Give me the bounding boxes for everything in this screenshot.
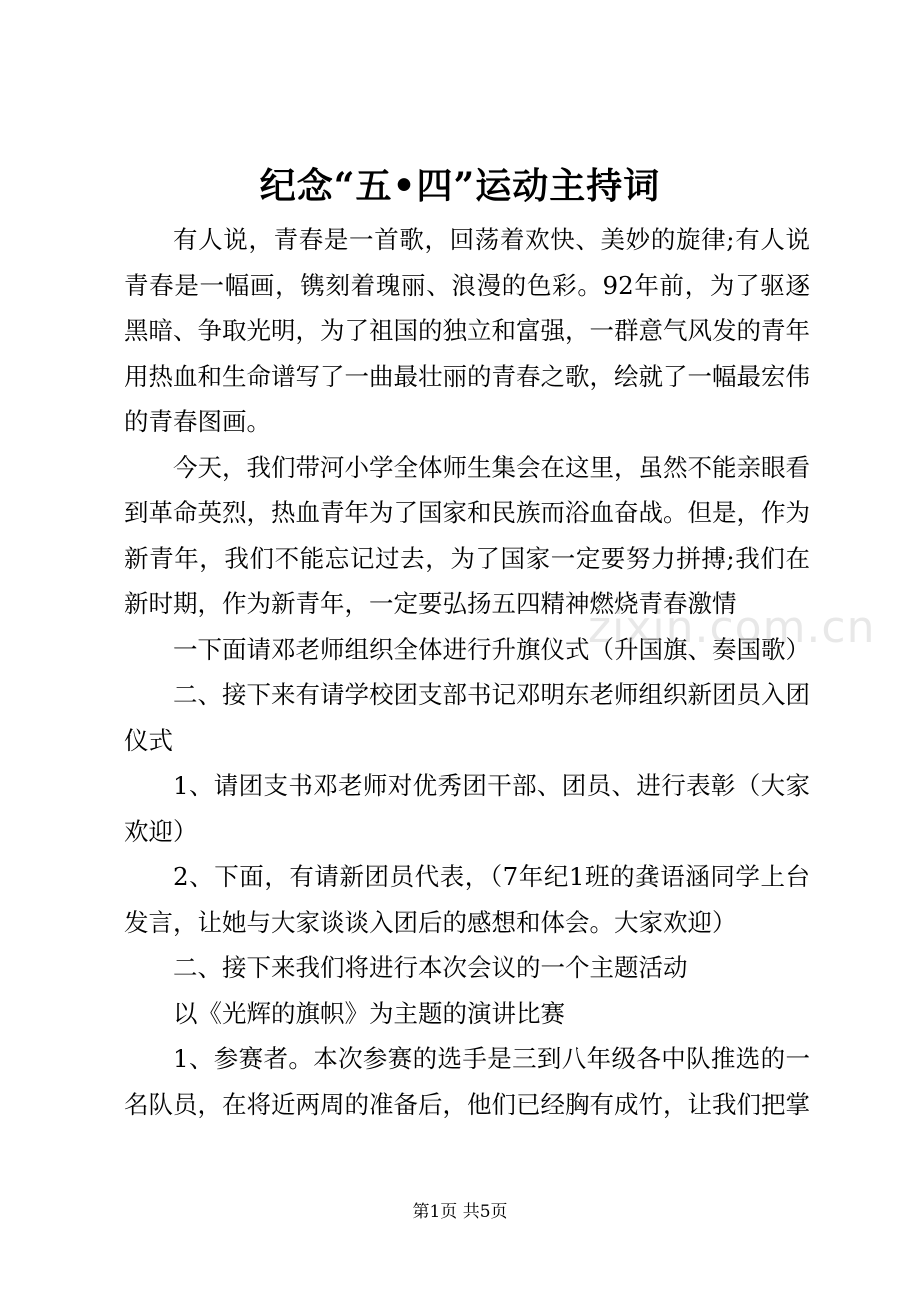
text-line: 发言，让她与大家谈谈入团后的感想和体会。大家欢迎）	[124, 907, 737, 937]
text-line: 2、下面，有请新团员代表，（7年纪1班的龚语涵同学上台	[173, 862, 810, 891]
text-line: 一下面请邓老师组织全体进行升旗仪式（升国旗、奏国歌）	[173, 634, 810, 664]
text-line: 的青春图画。	[124, 407, 271, 436]
text-line: 用热血和生命谱写了一曲最壮丽的青春之歌，绘就了一幅最宏伟	[124, 361, 810, 391]
text-line: 今天，我们带河小学全体师生集会在这里，虽然不能亲眼看	[173, 452, 810, 482]
text-line: 以《光辉的旗帜》为主题的演讲比赛	[173, 998, 565, 1028]
text-line: 新时期，作为新青年，一定要弘扬五四精神燃烧青春激情	[124, 589, 737, 618]
text-line: 1、请团支书邓老师对优秀团干部、团员、进行表彰（大家	[173, 771, 810, 800]
text-line: 新青年，我们不能忘记过去，为了国家一定要努力拼搏;我们在	[124, 543, 810, 573]
text-line: 到革命英烈，热血青年为了国家和民族而浴血奋战。但是，作为	[124, 498, 810, 527]
text-line: 青春是一幅画，镌刻着瑰丽、浪漫的色彩。92年前，为了驱逐	[124, 270, 810, 300]
text-line: 黑暗、争取光明，为了祖国的独立和富强，一群意气风发的青年	[124, 316, 810, 345]
page-footer: 第1页 共5页	[412, 1202, 508, 1222]
text-line: 名队员，在将近两周的准备后，他们已经胸有成竹，让我们把掌	[124, 1089, 810, 1119]
document-body	[124, 217, 810, 1127]
text-line: 有人说，青春是一首歌，回荡着欢快、美妙的旋律;有人说	[173, 225, 810, 254]
text-line: 仪式	[124, 725, 173, 755]
text-line: 1、参赛者。本次参赛的选手是三到八年级各中队推选的一	[173, 1044, 810, 1073]
text-line: 欢迎）	[124, 816, 198, 846]
text-line: 二、接下来我们将进行本次会议的一个主题活动	[173, 953, 688, 982]
text-line: 二、接下来有请学校团支部书记邓明东老师组织新团员入团	[173, 680, 810, 709]
watermark: zixin.com.cn	[588, 602, 876, 653]
document-title: 纪念“五•四”运动主持词	[259, 165, 661, 207]
